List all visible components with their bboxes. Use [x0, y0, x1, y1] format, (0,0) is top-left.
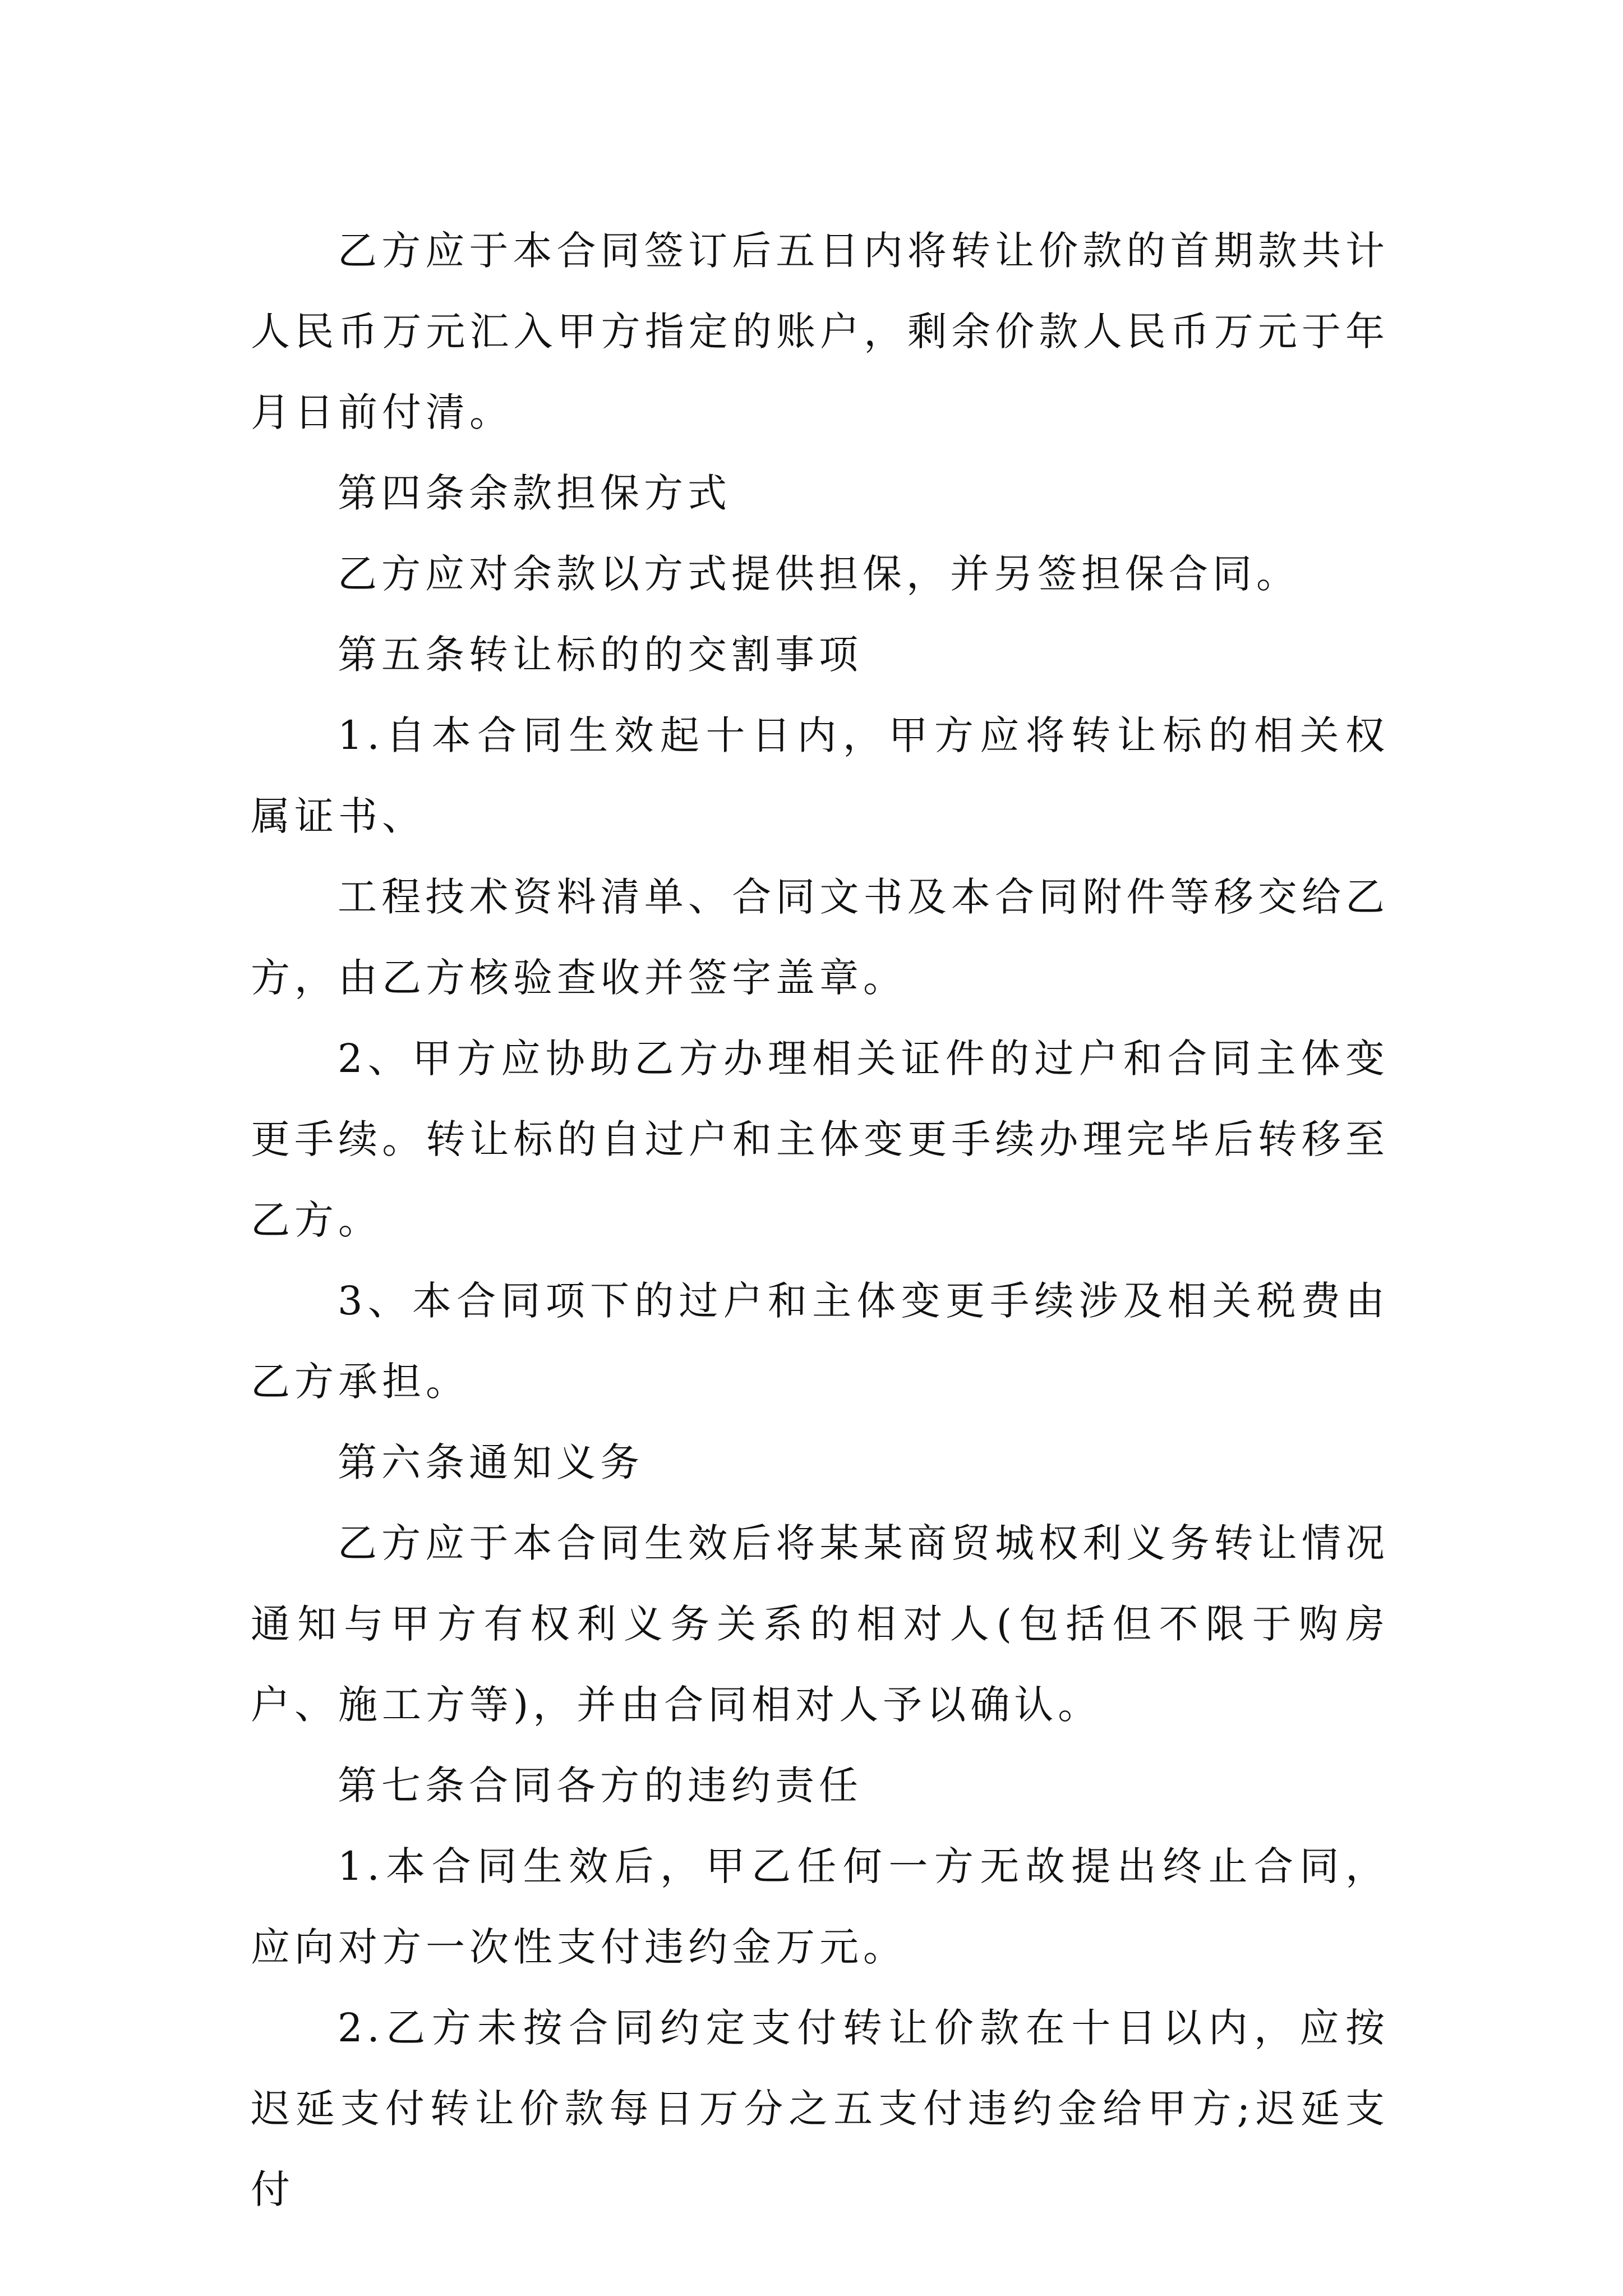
paragraph-liability-2: 2.乙方未按合同约定支付转让价款在十日以内，应按迟延支付转让价款每日万分之五支付违约金给甲方;迟延支付 — [251, 2005, 1389, 2212]
paragraph-guarantee: 乙方应对余款以方式提供担保，并另签担保合同。 — [338, 551, 1300, 597]
paragraph-notification: 乙方应于本合同生效后将某某商贸城权利义务转让情况通知与甲方有权利义务关系的相对人(包括但不限于购房户、施工方等)，并由合同相对人予以确认。 — [251, 1520, 1389, 1728]
paragraph-payment-terms: 乙方应于本合同签订后五日内将转让价款的首期款共计人民币万元汇入甲方指定的账户，剩余价款人民币万元于年月日前付清。 — [251, 228, 1389, 435]
paragraph-delivery-2: 2、甲方应协助乙方办理相关证件的过户和合同主体变更手续。转让标的自过户和主体变更手续办理完毕后转移至乙方。 — [251, 1036, 1389, 1243]
heading-article-5: 第五条转让标的的交割事项 — [338, 632, 863, 678]
paragraph-delivery-3: 3、本合同项下的过户和主体变更手续涉及相关税费由乙方承担。 — [251, 1278, 1389, 1405]
heading-article-6: 第六条通知义务 — [338, 1439, 644, 1485]
heading-article-7: 第七条合同各方的违约责任 — [338, 1763, 863, 1809]
document-body — [251, 210, 1389, 2230]
heading-article-4: 第四条余款担保方式 — [338, 470, 731, 516]
paragraph-delivery-1: 1.自本合同生效起十日内，甲方应将转让标的相关权属证书、 — [251, 712, 1389, 839]
paragraph-delivery-1-cont: 工程技术资料清单、合同文书及本合同附件等移交给乙方，由乙方核验查收并签字盖章。 — [251, 874, 1389, 1001]
paragraph-liability-1: 1.本合同生效后，甲乙任何一方无故提出终止合同，应向对方一次性支付违约金万元。 — [251, 1843, 1389, 1970]
